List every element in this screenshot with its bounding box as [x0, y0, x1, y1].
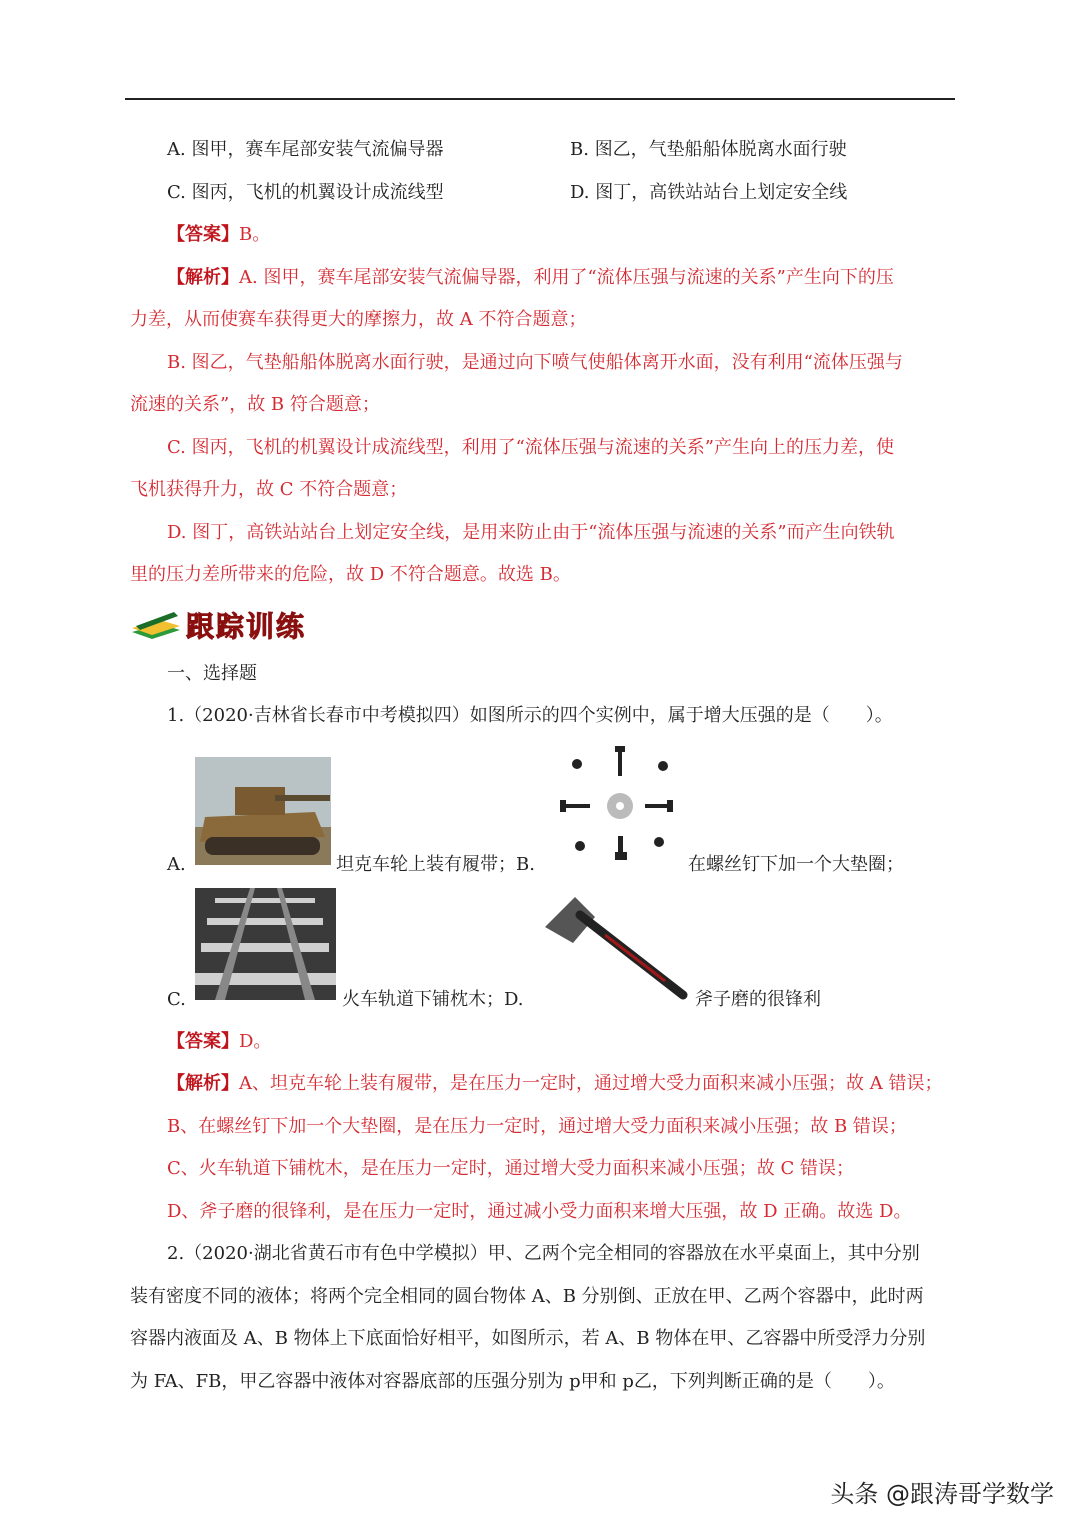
- option-b: [570, 138, 847, 162]
- option-text: 图丁，高铁站站台上划定安全线: [595, 182, 848, 203]
- answer-value: D。: [239, 1031, 272, 1052]
- analysis-tag: 【解析】: [167, 1073, 239, 1094]
- analysis-text: A、坦克车轮上装有履带，是在压力一定时，通过增大受力面积来减小压强；故 A 错误；: [239, 1073, 943, 1094]
- q1-option-a-label: A.: [167, 854, 186, 875]
- watermark: 头条 @跟涛哥学数学: [830, 1480, 1054, 1508]
- section-header: [130, 606, 306, 644]
- axe-image: [545, 895, 691, 1003]
- analysis-text: A. 图甲，赛车尾部安装气流偏导器，利用了“流体压强与流速的关系”产生向下的压: [239, 267, 894, 288]
- option-text: 图乙，气垫船船体脱离水面行驶: [594, 139, 847, 160]
- analysis-line: [167, 266, 894, 290]
- q2-line: 容器内液面及 A、B 物体上下底面恰好相平，如图所示，若 A、B 物体在甲、乙容器中所受浮力分别: [130, 1328, 926, 1349]
- option-a: [167, 138, 443, 162]
- analysis-line: 流速的关系”，故 B 符合题意；: [130, 394, 380, 415]
- option-c: [167, 181, 444, 205]
- book-pen-icon: [130, 610, 182, 640]
- analysis-line: D. 图丁，高铁站站台上划定安全线，是用来防止由于“流体压强与流速的关系”而产生向铁轨: [167, 522, 895, 543]
- screws-washer-image: [555, 742, 685, 870]
- q1-analysis-line: D、斧子磨的很锋利，是在压力一定时，通过减小受力面积来增大压强，故 D 正确。故选 D。: [167, 1201, 912, 1222]
- answer-value: B。: [239, 224, 271, 245]
- q1-analysis-line: B、在螺丝钉下加一个大垫圈，是在压力一定时，通过增大受力面积来减小压强；故 B 错误；: [167, 1116, 907, 1137]
- option-label: D.: [570, 182, 590, 203]
- q1-option-c-text: 火车轨道下铺枕木；D.: [342, 989, 524, 1010]
- header-rule: [125, 98, 955, 100]
- railway-image: [195, 888, 336, 1000]
- q2-line: 2.（2020·湖北省黄石市有色中学模拟）甲、乙两个完全相同的容器放在水平桌面上，其中分别: [167, 1243, 920, 1264]
- analysis-line: B. 图乙，气垫船船体脱离水面行驶，是通过向下喷气使船体离开水面，没有利用“流体压强与: [167, 352, 903, 373]
- q1-option-d-text: 斧子磨的很锋利: [695, 989, 821, 1010]
- q1-option-c-label: C.: [167, 989, 186, 1010]
- option-label: B.: [570, 139, 589, 160]
- analysis-line: 飞机获得升力，故 C 不符合题意；: [130, 479, 408, 500]
- answer-tag: 【答案】: [167, 1031, 239, 1052]
- option-text: 图丙，飞机的机翼设计成流线型: [191, 182, 444, 203]
- q2-line: 为 FA、FB，甲乙容器中液体对容器底部的压强分别为 p甲和 p乙，下列判断正确的是（ ）。: [130, 1371, 895, 1392]
- q1-option-b-text: 在螺丝钉下加一个大垫圈；: [688, 854, 904, 875]
- section-heading: 一、选择题: [167, 663, 257, 684]
- analysis-tag: 【解析】: [167, 267, 239, 288]
- section-title: 跟踪训练: [186, 610, 307, 643]
- answer: [167, 223, 270, 247]
- q1-analysis-line: [167, 1072, 942, 1096]
- tank-image: [195, 757, 331, 865]
- option-d: [570, 181, 847, 205]
- analysis-line: 里的压力差所带来的危险，故 D 不符合题意。故选 B。: [130, 564, 571, 585]
- question-1-stem: 1.（2020·吉林省长春市中考模拟四）如图所示的四个实例中，属于增大压强的是（ ）。: [167, 705, 893, 726]
- option-label: C.: [167, 182, 186, 203]
- q1-option-a-text: 坦克车轮上装有履带；B.: [336, 854, 535, 875]
- q1-answer: [167, 1030, 271, 1054]
- option-label: A.: [167, 139, 186, 160]
- q2-line: 装有密度不同的液体；将两个完全相同的圆台物体 A、B 分别倒、正放在甲、乙两个容器中，此时两: [130, 1286, 924, 1307]
- analysis-line: C. 图丙，飞机的机翼设计成流线型，利用了“流体压强与流速的关系”产生向上的压力差，使: [167, 437, 894, 458]
- q1-analysis-line: C、火车轨道下铺枕木，是在压力一定时，通过增大受力面积来减小压强；故 C 错误；: [167, 1158, 854, 1179]
- answer-tag: 【答案】: [167, 224, 239, 245]
- analysis-line: 力差，从而使赛车获得更大的摩擦力，故 A 不符合题意；: [130, 309, 587, 330]
- option-text: 图甲，赛车尾部安装气流偏导器: [191, 139, 444, 160]
